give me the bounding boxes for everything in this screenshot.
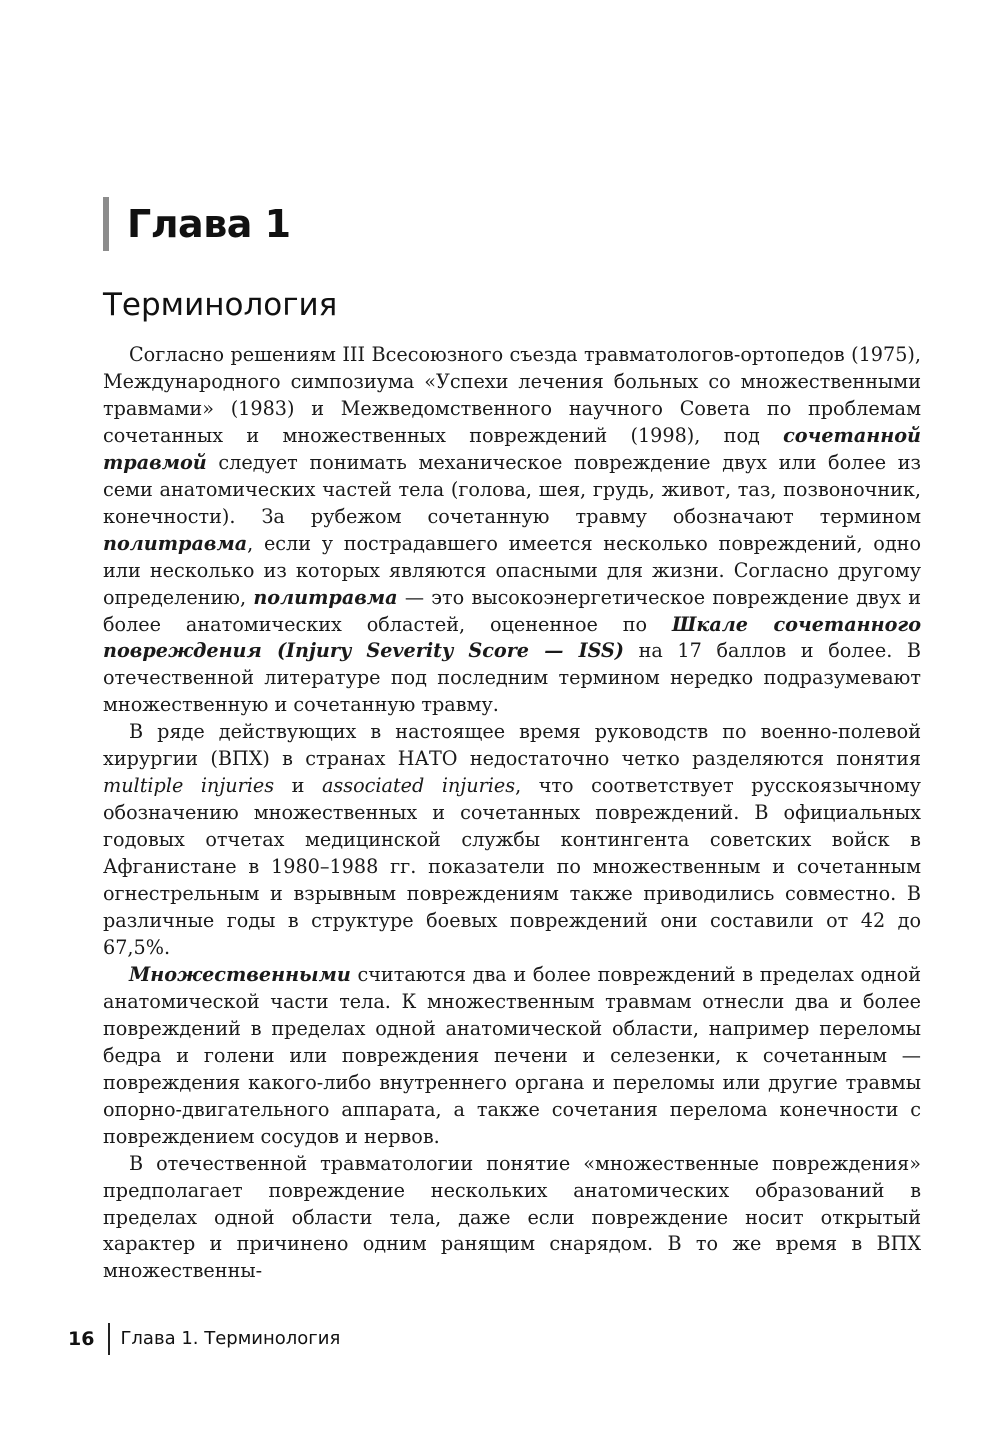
chapter-title: Глава 1 bbox=[127, 202, 291, 246]
text-run: В ряде действующих в настоящее время руководств по военно-полевой хирургии (ВПХ) в странах НАТО недостаточно четко разделяются понятия bbox=[103, 720, 921, 771]
term-polytrauma: политравма bbox=[103, 531, 248, 555]
text-run: , что соответствует русскоязычному обозначению множественных и сочетанных повреждений. В официальных годовых отчетах медицинской службы контингента советских войск в Афганистане в 1980–1988 гг. показатели по множественным и сочетанным огнестрельным и взрывным повреждениям также приводились совместно. В различные годы в структуре боевых повреждений они составили от 42 до 67,5%. bbox=[103, 774, 921, 959]
paragraph-4 bbox=[103, 1151, 921, 1286]
text-run: считаются два и более повреждений в пределах одной анатомической части тела. К множественным травмам отнесли два и более повреждений в пределах одной анатомической области, например переломы бедра и голени или повреждения печени и селезенки, к сочетанным — повреждения какого-либо внутреннего органа и переломы или другие травмы опорно-двигательного аппарата, а также сочетания перелома конечности с повреждением сосудов и нервов. bbox=[103, 962, 921, 1148]
term-iss-scale: Шкале сочетанного повреждения (Injury Severity Score — ISS) bbox=[103, 612, 922, 663]
text-run: на 17 баллов и более. В отечественной литературе под последним термином нередко подразумевают множественную и сочетанную травму. bbox=[103, 639, 922, 717]
term-multiple: Множественными bbox=[129, 962, 351, 986]
text-run: В отечественной травматологии понятие «множественные повреждения» предполагает повреждение нескольких анатомических образований в пределах одной области тела, даже если повреждение носит открытый характер и причинено одним ранящим снарядом. В то же время в ВПХ множественны- bbox=[103, 1151, 921, 1283]
paragraph-1 bbox=[103, 342, 921, 719]
body-text bbox=[103, 342, 921, 1285]
chapter-accent-bar bbox=[103, 197, 109, 251]
page-footer bbox=[68, 1322, 340, 1356]
paragraph-3 bbox=[103, 962, 921, 1151]
text-run: и bbox=[274, 774, 322, 798]
paragraph-2 bbox=[103, 719, 921, 962]
text-run: следует понимать механическое повреждение двух или более из семи анатомических частей тела (голова, шея, грудь, живот, таз, позвоночник, конечности). За рубежом сочетанную травму обозначают термином bbox=[103, 450, 921, 528]
chapter-heading bbox=[103, 196, 291, 252]
term-associated-injuries: associated injuries bbox=[321, 774, 516, 798]
text-run: , если у пострадавшего имеется несколько повреждений, одно или несколько из которых являются опасными для жизни. Согласно другому определению, bbox=[103, 531, 921, 609]
page-number: 16 bbox=[68, 1328, 95, 1350]
term-combined-trauma: сочетанной травмой bbox=[103, 423, 921, 474]
section-title: Терминология bbox=[103, 287, 338, 323]
text-run: Согласно решениям III Всесоюзного съезда травматологов-ортопедов (1975), Международного симпозиума «Успехи лечения больных со множественными травмами» (1983) и Межведомственного научного Совета по проблемам сочетанных и множественных повреждений (1998), под bbox=[103, 343, 921, 447]
running-title: Глава 1. Терминология bbox=[120, 1328, 341, 1349]
term-polytrauma: политравма bbox=[253, 585, 398, 609]
text-run: — это высокоэнергетическое повреждение двух и более анатомических областей, оцененное по bbox=[103, 585, 921, 636]
footer-divider bbox=[108, 1323, 110, 1355]
term-multiple-injuries: multiple injuries bbox=[103, 774, 275, 798]
